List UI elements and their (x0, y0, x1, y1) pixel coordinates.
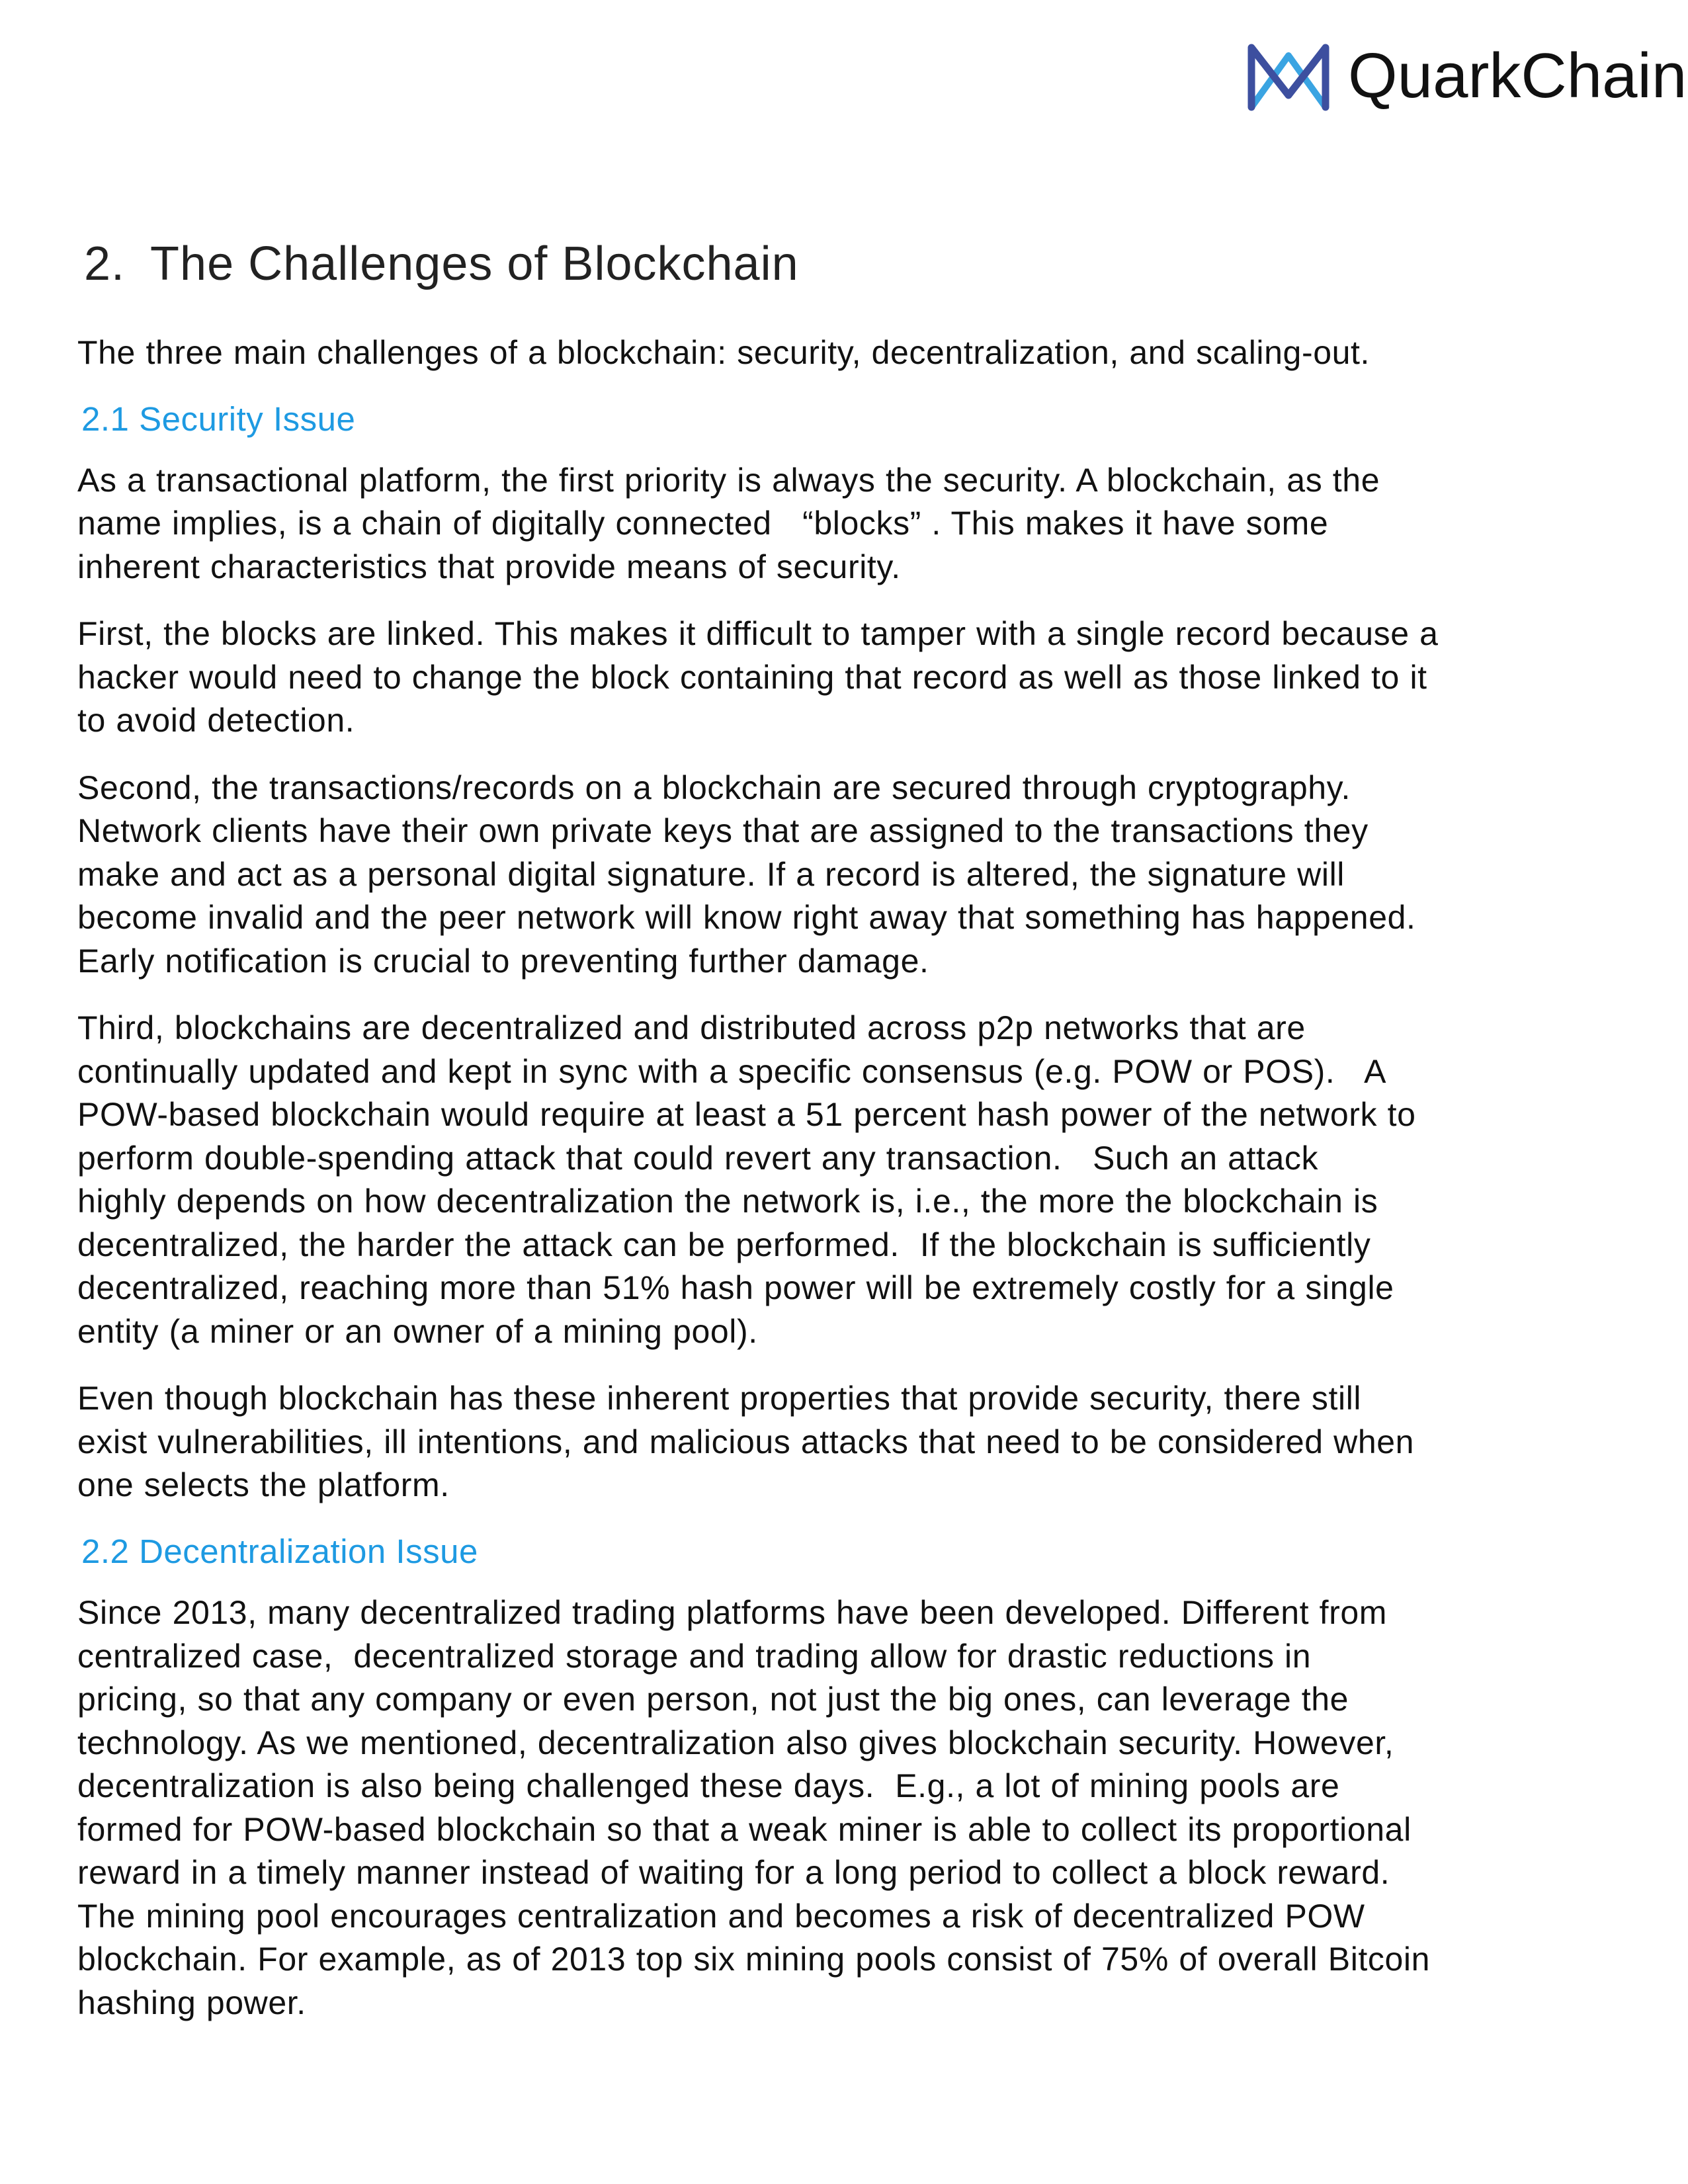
text-line: perform double-spending attack that could revert any transaction. Such an attack (77, 1139, 1319, 1177)
text-line: Second, the transactions/records on a blockchain are secured through cryptography. (77, 769, 1351, 806)
text-line: hacker would need to change the block containing that record as well as those linked to it (77, 658, 1427, 696)
section-number: 2. (84, 237, 126, 290)
text-line: make and act as a personal digital signature. If a record is altered, the signature will (77, 855, 1345, 893)
text-line: reward in a timely manner instead of waiting for a long period to collect a block reward. (77, 1854, 1390, 1892)
text-line: Network clients have their own private keys that are assigned to the transactions they (77, 812, 1369, 850)
text-line: exist vulnerabilities, ill intentions, and malicious attacks that need to be considered when (77, 1423, 1415, 1460)
text-line: pricing, so that any company or even person, not just the big ones, can leverage the (77, 1681, 1349, 1718)
section-heading-decentralization: 2.2 Decentralization Issue (81, 1532, 478, 1570)
text-line: POW-based blockchain would require at least a 51 percent hash power of the network to (77, 1096, 1416, 1134)
text-line: hashing power. (77, 1984, 306, 2021)
text-line: become invalid and the peer network will know right away that something has happened. (77, 899, 1416, 937)
paragraph-even-though (77, 1377, 1619, 1507)
text-line: centralized case, decentralized storage and trading allow for drastic reductions in (77, 1637, 1312, 1675)
text-line: inherent characteristics that provide means of security. (77, 548, 901, 585)
document-body (77, 238, 1619, 2048)
paragraph-third (77, 1007, 1619, 1353)
text-line: Even though blockchain has these inherent properties that provide security, there still (77, 1380, 1362, 1417)
text-line: Third, blockchains are decentralized and distributed across p2p networks that are (77, 1009, 1306, 1047)
text-line: decentralized, reaching more than 51% hash power will be extremely costly for a single (77, 1269, 1394, 1307)
text-line: name implies, is a chain of digitally connected “blocks” . This makes it have some (77, 505, 1329, 542)
paragraph-second (77, 767, 1619, 984)
quarkchain-logo (1244, 41, 1687, 114)
paragraph-first (77, 612, 1619, 743)
text-line: As a transactional platform, the first priority is always the security. A blockchain, as the (77, 461, 1380, 499)
text-line: blockchain. For example, as of 2013 top six mining pools consist of 75% of overall Bitcoin (77, 1941, 1431, 1978)
paragraph-security-intro (77, 459, 1619, 589)
paragraph-decentralization (77, 1591, 1619, 2025)
text-line: The mining pool encourages centralization and becomes a risk of decentralized POW (77, 1897, 1365, 1935)
text-line: decentralization is also being challenged these days. E.g., a lot of mining pools are (77, 1767, 1340, 1805)
text-line: entity (a miner or an owner of a mining pool). (77, 1312, 758, 1350)
text-line: Early notification is crucial to preventing further damage. (77, 942, 929, 980)
intro-paragraph: The three main challenges of a blockchain: security, decentralization, and scaling-out. (77, 334, 1370, 372)
section-heading-security: 2.1 Security Issue (81, 399, 356, 438)
text-line: formed for POW-based blockchain so that a weak miner is able to collect its proportional (77, 1810, 1412, 1848)
logo-wordmark: QuarkChain (1348, 40, 1687, 111)
text-line: technology. As we mentioned, decentralization also gives blockchain security. However, (77, 1724, 1394, 1761)
text-line: decentralized, the harder the attack can be performed. If the blockchain is sufficiently (77, 1226, 1371, 1263)
title-text: The Challenges of Blockchain (150, 237, 799, 290)
text-line: to avoid detection. (77, 702, 355, 739)
quarkchain-logo-icon (1244, 41, 1333, 114)
text-line: continually updated and kept in sync with a specific consensus (e.g. POW or POS). A (77, 1052, 1387, 1090)
text-line: Since 2013, many decentralized trading platforms have been developed. Different from (77, 1594, 1388, 1632)
text-line: First, the blocks are linked. This makes it difficult to tamper with a single record because a (77, 615, 1439, 653)
text-line: one selects the platform. (77, 1466, 450, 1504)
text-line: highly depends on how decentralization the network is, i.e., the more the blockchain is (77, 1183, 1378, 1220)
page-title (84, 238, 1619, 290)
